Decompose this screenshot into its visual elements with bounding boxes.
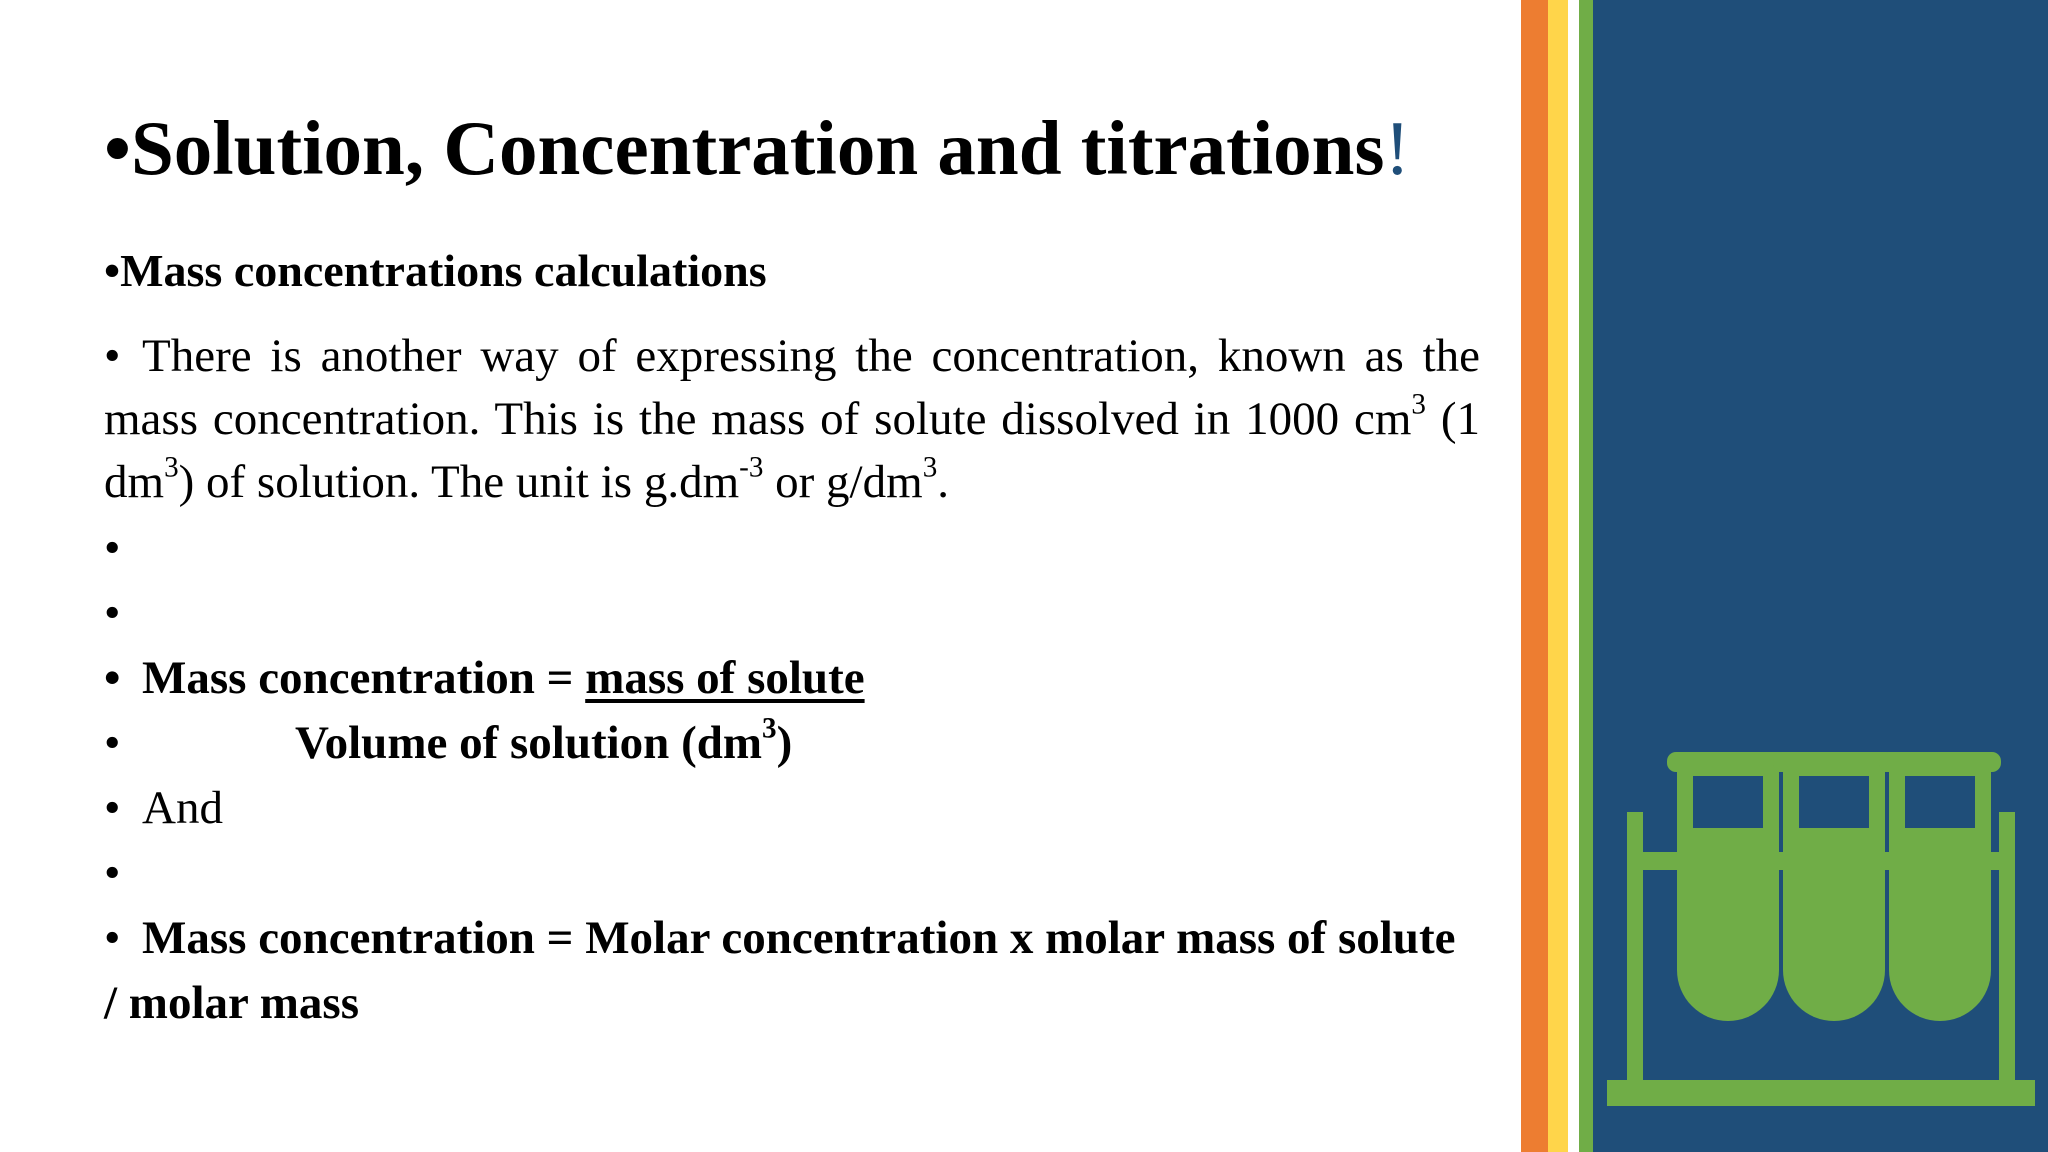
- and-row: [104, 776, 1480, 841]
- bullet: •: [104, 587, 121, 639]
- formula-1-numerator-row: [104, 646, 1480, 711]
- yellow-stripe: [1548, 0, 1568, 1152]
- para-sup-3: -3: [739, 451, 764, 484]
- denominator-text: Volume of solution (dm: [295, 717, 763, 769]
- green-stripe: [1579, 0, 1593, 1152]
- denominator-end: ): [776, 717, 793, 769]
- para-sup-4: 3: [922, 451, 938, 484]
- formula-1-denominator-row: [104, 711, 1480, 776]
- slide-title-text: •Solution, Concentration and titrations: [104, 105, 1385, 191]
- para-sup-1: 3: [1411, 388, 1426, 421]
- body-list: [104, 325, 1480, 1036]
- para-text-5: .: [937, 456, 949, 508]
- para-text-4: or g/dm: [763, 456, 923, 508]
- test-tubes-rack-icon: [1593, 740, 2048, 1120]
- para-text-2: (1 dm: [104, 393, 1480, 508]
- bullet: •: [104, 330, 121, 382]
- formula-2-row: [104, 906, 1480, 1036]
- denominator-sup: 3: [762, 712, 777, 745]
- and-text: And: [142, 782, 223, 834]
- bullet: •: [104, 912, 121, 964]
- title-exclamation: !: [1384, 105, 1411, 191]
- white-stripe: [1568, 0, 1579, 1152]
- bullet: •: [104, 522, 121, 574]
- bullet: •: [104, 782, 121, 834]
- formula-2: Mass concentration = Molar concentration x molar mass of solute / molar mass: [104, 912, 1456, 1029]
- bullet: •: [104, 652, 121, 704]
- para-text-3: ) of solution. The unit is g.dm: [178, 456, 740, 508]
- empty-bullet-3: [104, 841, 1480, 906]
- subheading: •Mass concentrations calculations: [104, 245, 767, 296]
- para-sup-2: 3: [164, 451, 179, 484]
- formula-1-numerator: mass of solute: [585, 652, 865, 704]
- formula-1-denominator: [295, 711, 792, 776]
- bullet: •: [104, 717, 121, 769]
- empty-bullet-2: [104, 581, 1480, 646]
- bullet: •: [104, 847, 121, 899]
- intro-paragraph: [104, 325, 1480, 514]
- slide-title: [104, 104, 1410, 193]
- para-text-1: There is another way of expressing the concentration, known as the mass concentration. This is the mass of solute dissolved in 1000 cm: [104, 330, 1480, 445]
- slide-content: [104, 0, 1480, 1152]
- orange-stripe: [1521, 0, 1548, 1152]
- formula-1-lhs: Mass concentration =: [142, 652, 586, 704]
- empty-bullet-1: [104, 516, 1480, 581]
